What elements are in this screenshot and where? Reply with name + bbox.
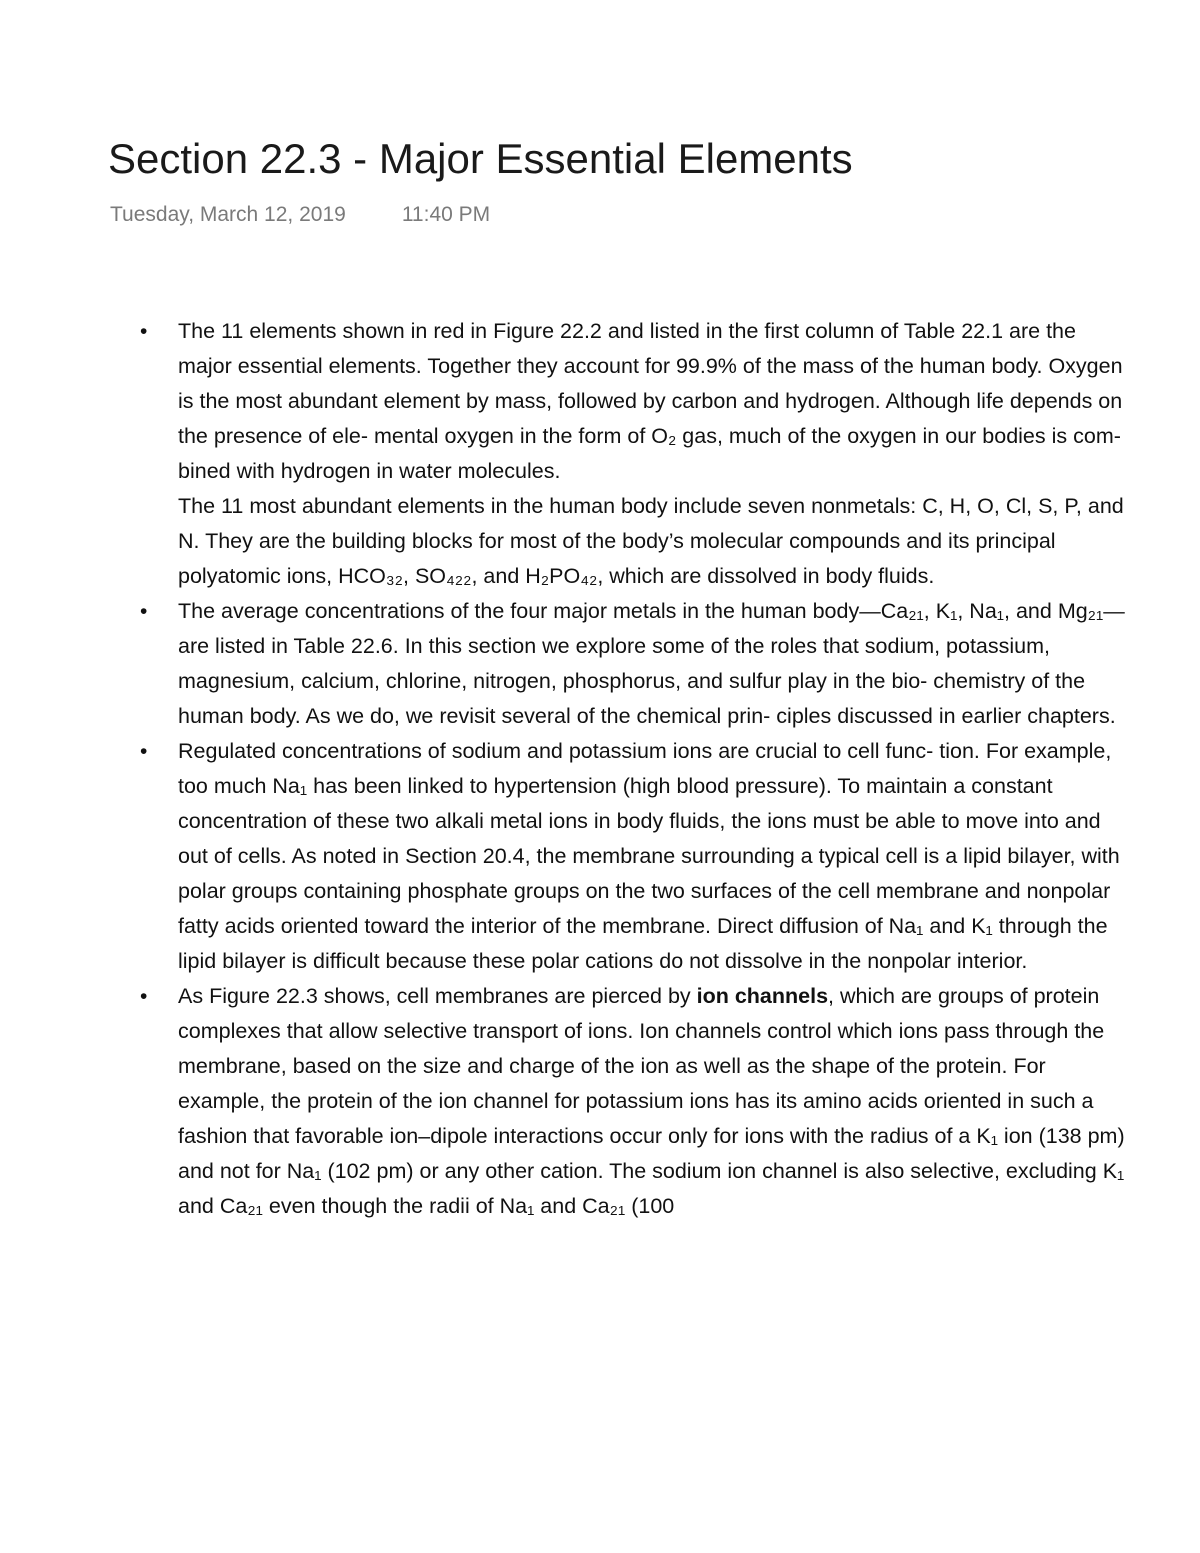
note-timestamp: [110, 201, 490, 229]
list-item: [140, 594, 1125, 734]
paragraph: Regulated concentrations of sodium and potassium ions are crucial to cell func- tion. For example, too much Na₁ has been linked to hypertension (high blood pressure). To maintain a constant concentration of these two alkali metal ions in body fluids, the ions must be able to move into and out of cells. As noted in Section 20.4, the membrane surrounding a typical cell is a lipid bilayer, with polar groups containing phosphate groups on the two surfaces of the cell membrane and nonpolar fatty acids oriented toward the interior of the membrane. Direct diffusion of Na₁ and K₁ through the lipid bilayer is difficult because these polar cations do not dissolve in the nonpolar interior.: [178, 739, 1120, 973]
bold-term: ion channels: [696, 984, 829, 1008]
bullet-icon: •: [140, 740, 148, 763]
bullet-list: [140, 314, 1125, 1224]
paragraph: The average concentrations of the four major metals in the human body—Ca₂₁, K₁, Na₁, and Mg₂₁—are listed in Table 22.6. In this section we explore some of the roles that sodium, potassium, magnesium, calcium, chlorine, nitrogen, phosphorus, and sulfur play in the bio- chemistry of the human body. As we do, we revisit several of the chemical prin- ciples discussed in earlier chapters.: [178, 599, 1125, 728]
paragraph: [178, 979, 1125, 1224]
page-title: Section 22.3 - Major Essential Elements: [108, 135, 853, 182]
note-time: 11:40 PM: [401, 203, 491, 226]
list-item: [140, 734, 1125, 979]
paragraph: The 11 elements shown in red in Figure 22.2 and listed in the first column of Table 22.1 are the major essential elements. Together they account for 99.9% of the mass of the human body. Oxygen is the most abundant element by mass, followed by carbon and hydrogen. Although life depends on the presence of ele- mental oxygen in the form of O₂ gas, much of the oxygen in our bodies is com- bined with hydrogen in water molecules.: [178, 319, 1123, 483]
paragraph-lead: As Figure 22.3 shows, cell membranes are pierced by: [178, 984, 697, 1008]
list-item: [140, 979, 1125, 1224]
paragraph: The 11 most abundant elements in the human body include seven nonmetals: C, H, O, Cl, S, P, and N. They are the building blocks for most of the body’s molecular compounds and its principal polyatomic ions, HCO₃₂, SO₄₂₂, and H₂PO₄₂, which are dissolved in body fluids.: [178, 494, 1124, 588]
note-date: Tuesday, March 12, 2019: [110, 203, 346, 226]
bullet-icon: •: [140, 985, 148, 1008]
bullet-icon: •: [140, 600, 148, 623]
list-item: [140, 314, 1125, 594]
bullet-icon: •: [140, 320, 148, 343]
paragraph-rest: , which are groups of protein complexes that allow selective transport of ions. Ion channels control which ions pass through the membrane, based on the size and charge of the ion as well as the shape of the protein. For example, the protein of the ion channel for potassium ions has its amino acids oriented in such a fashion that favorable ion–dipole interactions occur only for ions with the radius of a K₁ ion (138 pm) and not for Na₁ (102 pm) or any other cation. The sodium ion channel is also selective, excluding K₁ and Ca₂₁ even though the radii of Na₁ and Ca₂₁ (100: [178, 984, 1125, 1218]
